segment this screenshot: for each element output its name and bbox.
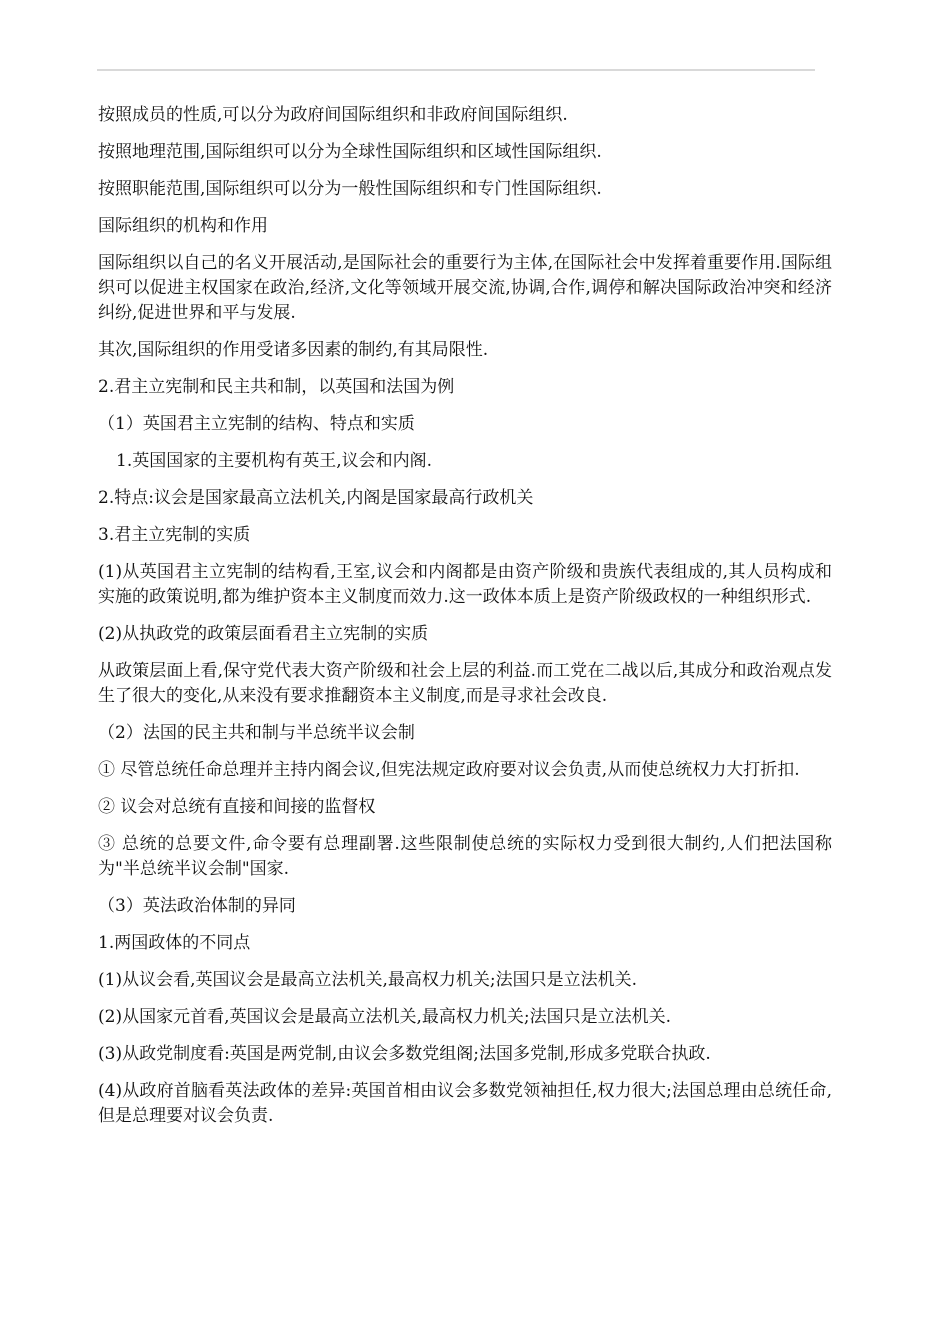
paragraph-difference-head-of-state: (2)从国家元首看,英国议会是最高立法机关,最高权力机关;法国只是立法机关.	[98, 1007, 672, 1027]
heading-section-2: 2.君主立宪制和民主共和制，以英国和法国为例	[98, 377, 455, 397]
paragraph-difference-parliament: (1)从议会看,英国议会是最高立法机关,最高权力机关;法国只是立法机关.	[98, 970, 638, 990]
paragraph-structure-essence: (1)从英国君主立宪制的结构看,王室,议会和内阁都是由资产阶级和贵族代表组成的,其人员构成和实施的政策说明,都为维护资本主义制度而效力.这一政体本质上是资产阶级政权的一种组织形式.	[98, 562, 832, 607]
paragraph-france-point-2: ② 议会对总统有直接和间接的监督权	[98, 797, 376, 817]
heading-uk-monarchy: （1）英国君主立宪制的结构、特点和实质	[98, 414, 415, 434]
heading-differences: 1.两国政体的不同点	[98, 933, 251, 953]
heading-monarchy-essence: 3.君主立宪制的实质	[98, 525, 251, 545]
paragraph-membership-classification: 按照成员的性质,可以分为政府间国际组织和非政府间国际组织.	[98, 105, 568, 125]
document-body	[98, 103, 832, 1141]
heading-ruling-party-policy: (2)从执政党的政策层面看君主立宪制的实质	[98, 624, 429, 644]
paragraph-uk-features: 2.特点:议会是国家最高立法机关,内阁是国家最高行政机关	[98, 488, 534, 508]
paragraph-difference-head-of-government: (4)从政府首脑看英法政体的差异:英国首相由议会多数党领袖担任,权力很大;法国总理由总统任命,但是总理要对议会负责.	[98, 1081, 832, 1126]
paragraph-difference-party-system: (3)从政党制度看:英国是两党制,由议会多数党组阁;法国多党制,形成多党联合执政.	[98, 1044, 711, 1064]
paragraph-functional-classification: 按照职能范围,国际组织可以分为一般性国际组织和专门性国际组织.	[98, 179, 602, 199]
paragraph-geographic-classification: 按照地理范围,国际组织可以分为全球性国际组织和区域性国际组织.	[98, 142, 602, 162]
paragraph-party-policy: 从政策层面上看,保守党代表大资产阶级和社会上层的利益.而工党在二战以后,其成分和政治观点发生了很大的变化,从来没有要求推翻资本主义制度,而是寻求社会改良.	[98, 661, 832, 706]
paragraph-france-point-1: ① 尽管总统任命总理并主持内阁会议,但宪法规定政府要对议会负责,从而使总统权力大打折扣.	[98, 760, 800, 780]
paragraph-organization-role: 国际组织以自己的名义开展活动,是国际社会的重要行为主体,在国际社会中发挥着重要作用.国际组织可以促进主权国家在政治,经济,文化等领域开展交流,协调,合作,调停和解决国际政治冲突和经济纠纷,促进世界和平与发展.	[98, 253, 832, 323]
heading-uk-france-comparison: （3）英法政治体制的异同	[98, 896, 296, 916]
header-divider	[97, 69, 815, 71]
paragraph-limitations: 其次,国际组织的作用受诸多因素的制约,有其局限性.	[98, 340, 489, 360]
heading-organization-role: 国际组织的机构和作用	[98, 216, 268, 236]
paragraph-france-point-3: ③ 总统的总要文件,命令要有总理副署.这些限制使总统的实际权力受到很大制约,人们把法国称为"半总统半议会制"国家.	[98, 834, 832, 879]
paragraph-uk-institutions: 1.英国国家的主要机构有英王,议会和内阁.	[116, 451, 433, 471]
heading-france-republic: （2）法国的民主共和制与半总统半议会制	[98, 723, 415, 743]
